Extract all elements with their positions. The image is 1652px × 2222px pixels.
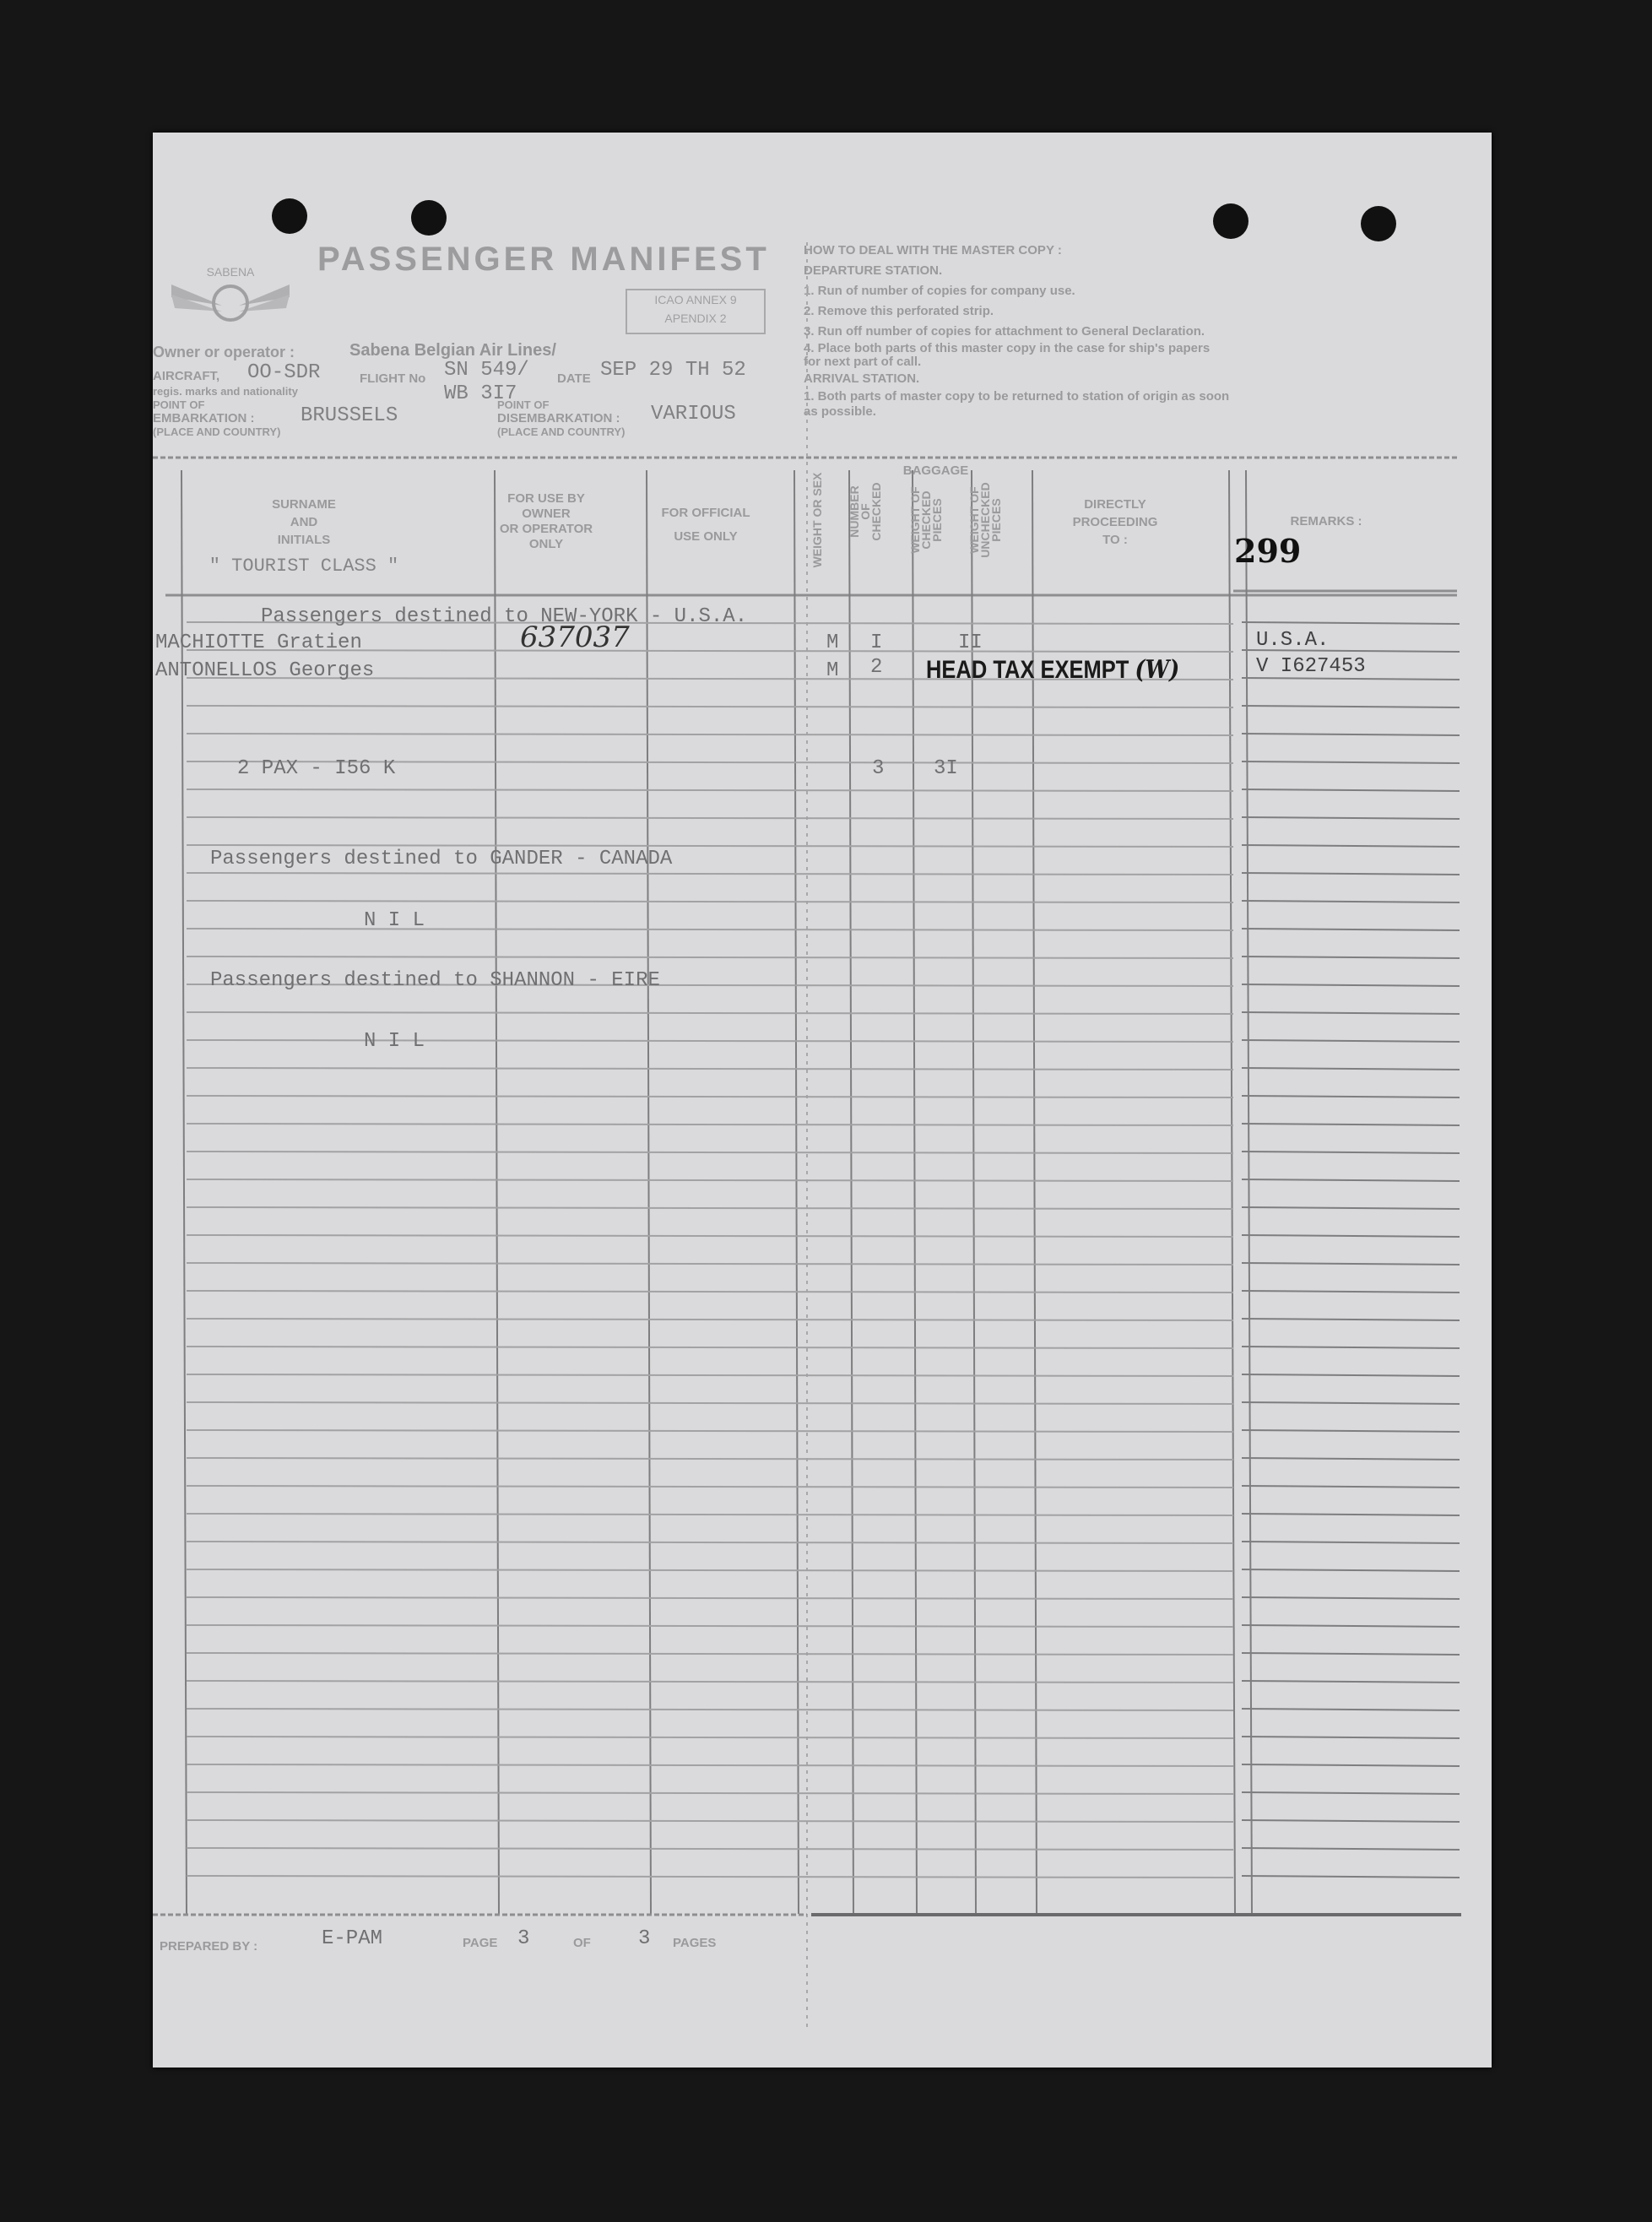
pages-label: PAGES (673, 1936, 717, 1950)
grid-line (495, 470, 499, 1914)
passenger-bags: 2 (870, 656, 883, 679)
grid-line (187, 957, 1233, 958)
grid-line (187, 1653, 1233, 1655)
col-bag-weight-header: WEIGHT OF CHECKED PIECES (908, 486, 944, 554)
grid-line (1242, 1737, 1460, 1738)
col-bag-unchecked-header: WEIGHT OF UNCHECKED PIECES (967, 482, 1003, 558)
nil-gander: N I L (364, 909, 425, 932)
instr-arrival: ARRIVAL STATION. (804, 371, 920, 386)
col-remarks-header: REMARKS : (1290, 514, 1362, 528)
grid-line (187, 1681, 1233, 1683)
of-value: 3 (638, 1927, 651, 1950)
section-new-york: Passengers destined to NEW-YORK - U.S.A. (261, 605, 748, 628)
passenger-remark: U.S.A. (1256, 629, 1330, 652)
col-bag-number-header: NUMBER OF CHECKED (848, 482, 883, 541)
grid-line (1242, 1347, 1460, 1348)
instr-item: 4. Place both parts of this master copy in the case for ship's papers (804, 341, 1211, 355)
icao-line-1: ICAO ANNEX 9 (654, 293, 737, 306)
grid-line (187, 845, 1233, 847)
col-directly-header: DIRECTLY PROCEEDING TO : (1072, 497, 1158, 547)
grid-line (187, 1291, 1233, 1293)
prepared-by-label: PREPARED BY : (160, 1939, 258, 1954)
grid-line (913, 470, 917, 1914)
page-title: PASSENGER MANIFEST (317, 241, 770, 278)
grid-line (1242, 1207, 1460, 1209)
grid-line (187, 1542, 1233, 1543)
grid-line (1242, 1124, 1460, 1125)
grid-line (1242, 984, 1460, 986)
grid-line (1242, 1792, 1460, 1794)
grid-line (1242, 1876, 1460, 1878)
grid-line (1242, 1319, 1460, 1320)
grid-line (1242, 1458, 1460, 1460)
grid-line (1242, 1152, 1460, 1153)
grid-line (187, 1737, 1233, 1738)
class-label: " TOURIST CLASS " (209, 556, 399, 577)
grid-line (187, 1458, 1233, 1460)
surname-line: INITIALS (277, 533, 331, 547)
instr-item: for next part of call. (804, 355, 922, 369)
grid-line (1242, 1848, 1460, 1850)
grid-line (187, 1179, 1233, 1181)
grid-line (187, 1012, 1233, 1014)
grid-line (1242, 1709, 1460, 1710)
grid-line (1242, 1514, 1460, 1515)
grid-line (187, 1876, 1233, 1878)
grid-line (1242, 1068, 1460, 1070)
date-value: SEP 29 TH 52 (600, 359, 746, 382)
embark-label-3: (PLACE AND COUNTRY) (153, 425, 281, 438)
grid-line (187, 789, 1233, 791)
flight-label: FLIGHT No (360, 371, 426, 386)
grid-line (1242, 1681, 1460, 1683)
grid-line (1242, 1179, 1460, 1181)
instr-item: 1. Run of number of copies for company use. (804, 284, 1075, 298)
grid-line (187, 1430, 1233, 1432)
page-value: 3 (517, 1927, 530, 1950)
col-official-header (647, 501, 765, 549)
col-weight-sex-header: WEIGHT OR SEX (810, 472, 824, 568)
owner-use-line: FOR USE BY (507, 491, 585, 506)
instr-item: as possible. (804, 404, 876, 419)
grid-line (187, 929, 1233, 930)
grid-line (1242, 734, 1460, 735)
grid-line (187, 1374, 1233, 1376)
icao-line-2: APENDIX 2 (664, 312, 727, 325)
grid-line (1242, 1486, 1460, 1488)
owner-value: Sabena Belgian Air Lines/ (349, 341, 556, 360)
flight-value-1: SN 549/ (444, 359, 529, 382)
grid-line (1242, 789, 1460, 791)
grid-line (1242, 1235, 1460, 1237)
grid-line (1242, 1764, 1460, 1766)
instr-item: 2. Remove this perforated strip. (804, 304, 994, 318)
grid-line (1242, 929, 1460, 930)
prepared-by-value: E-PAM (322, 1927, 383, 1950)
grid-line (1242, 1096, 1460, 1097)
grid-line (1242, 845, 1460, 847)
grid-line (849, 470, 853, 1914)
grid-line (187, 1569, 1233, 1571)
grid-line (187, 1625, 1233, 1627)
head-tax-exempt-stamp: HEAD TAX EXEMPT (W) (926, 655, 1180, 685)
stamp-suffix: (W) (1135, 655, 1180, 685)
grid-line (187, 1096, 1233, 1097)
grid-line (187, 1319, 1233, 1320)
col-baggage-header: BAGGAGE (902, 463, 969, 478)
manifest-sheet (153, 133, 1492, 2068)
passenger-name: MACHIOTTE Gratien (155, 631, 362, 654)
grid-line (1242, 873, 1460, 875)
page-label: PAGE (463, 1936, 498, 1950)
grid-line (187, 1235, 1233, 1237)
logo-text: SABENA (206, 265, 255, 279)
date-label: DATE (557, 371, 591, 386)
passenger-sex: M (826, 631, 839, 654)
grid-line (187, 1514, 1233, 1515)
aircraft-label: AIRCRAFT, (153, 369, 220, 383)
grid-line (187, 901, 1233, 902)
grid-line (187, 1402, 1233, 1404)
grid-line (187, 1597, 1233, 1599)
grid-line (1242, 1263, 1460, 1265)
grid-line (1242, 1402, 1460, 1404)
handwritten-number: 637037 (520, 621, 630, 654)
grid-line (187, 1347, 1233, 1348)
grid-line (1242, 706, 1460, 707)
grid-line (187, 873, 1233, 875)
grid-line (1229, 470, 1235, 1914)
passenger-remark: V I627453 (1256, 655, 1366, 678)
grid-line (187, 1792, 1233, 1794)
grid-line (1242, 1374, 1460, 1376)
grid-line (1242, 1291, 1460, 1293)
owner-use-line: OR OPERATOR (499, 522, 593, 536)
surname-line: SURNAME (272, 497, 336, 512)
grid-line (187, 1764, 1233, 1766)
grid-line (187, 1040, 1233, 1042)
passenger-bag-weight: II (958, 631, 983, 654)
official-line: FOR OFFICIAL (661, 506, 750, 520)
grid-line (187, 1263, 1233, 1265)
grid-line (187, 706, 1233, 707)
grid-line (1242, 1625, 1460, 1627)
grid-line (1242, 1430, 1460, 1432)
grid-line (181, 470, 187, 1914)
passenger-name: ANTONELLOS Georges (155, 659, 375, 682)
grid-line (187, 1486, 1233, 1488)
embark-value: BRUSSELS (301, 404, 398, 427)
grid-line (794, 470, 799, 1914)
aircraft-value: OO-SDR (247, 361, 321, 384)
total-row: 2 PAX - I56 K (237, 757, 396, 780)
grid-line (187, 817, 1233, 819)
embark-label-2: EMBARKATION : (153, 411, 255, 425)
owner-use-line: OWNER (522, 507, 571, 521)
instr-departure: DEPARTURE STATION. (804, 263, 943, 278)
owner-use-line: ONLY (528, 537, 564, 551)
grid-line (1242, 957, 1460, 958)
passenger-sex: M (826, 659, 839, 682)
grid-line (187, 1124, 1233, 1125)
grid-line (187, 1068, 1233, 1070)
page-number-stamp: 299 (1234, 532, 1302, 570)
instr-heading: HOW TO DEAL WITH THE MASTER COPY : (804, 243, 1062, 257)
grid-line (1242, 678, 1460, 680)
grid-line (187, 1848, 1233, 1850)
grid-line (187, 1152, 1233, 1153)
flight-value-2: WB 3I7 (444, 382, 517, 405)
grid-line (1242, 622, 1460, 624)
grid-line (187, 1820, 1233, 1822)
col-owner-use-header (487, 491, 605, 552)
grid-line (1242, 1542, 1460, 1543)
passenger-bags: I (870, 631, 883, 654)
owner-label: Owner or operator : (153, 344, 295, 360)
surname-line: AND (290, 515, 318, 529)
manifest-table-grid (153, 133, 1492, 2068)
of-label: OF (573, 1936, 591, 1950)
grid-line (1242, 1569, 1460, 1571)
grid-line (187, 734, 1233, 735)
aircraft-sublabel: regis. marks and nationality (153, 385, 298, 398)
grid-line (1032, 470, 1037, 1914)
grid-line (1242, 1012, 1460, 1014)
nil-shannon: N I L (364, 1030, 425, 1053)
grid-line (1242, 1653, 1460, 1655)
grid-line (187, 1207, 1233, 1209)
disembark-label-3: (PLACE AND COUNTRY) (497, 425, 626, 438)
grid-line (1242, 1820, 1460, 1822)
col-surname-header (181, 496, 426, 575)
grid-line (1246, 470, 1252, 1914)
grid-line (1242, 901, 1460, 902)
grid-line (647, 470, 651, 1914)
embark-label-1: POINT OF (153, 398, 205, 411)
instr-item: 1. Both parts of master copy to be returned to station of origin as soon (804, 389, 1230, 404)
section-shannon: Passengers destined to SHANNON - EIRE (210, 969, 660, 992)
grid-line (187, 1709, 1233, 1710)
total-bag-weight: 3I (934, 757, 958, 780)
disembark-label-2: DISEMBARKATION : (497, 411, 620, 425)
disembark-value: VARIOUS (651, 403, 736, 425)
grid-line (972, 470, 976, 1914)
grid-line (1242, 1040, 1460, 1042)
section-gander: Passengers destined to GANDER - CANADA (210, 848, 673, 870)
instr-item: 3. Run off number of copies for attachment to General Declaration. (804, 324, 1205, 339)
grid-line (1242, 817, 1460, 819)
grid-line (1242, 761, 1460, 763)
official-line: USE ONLY (674, 529, 738, 544)
disembark-label-1: POINT OF (497, 398, 550, 411)
grid-line (1242, 1597, 1460, 1599)
total-bags: 3 (872, 757, 885, 780)
